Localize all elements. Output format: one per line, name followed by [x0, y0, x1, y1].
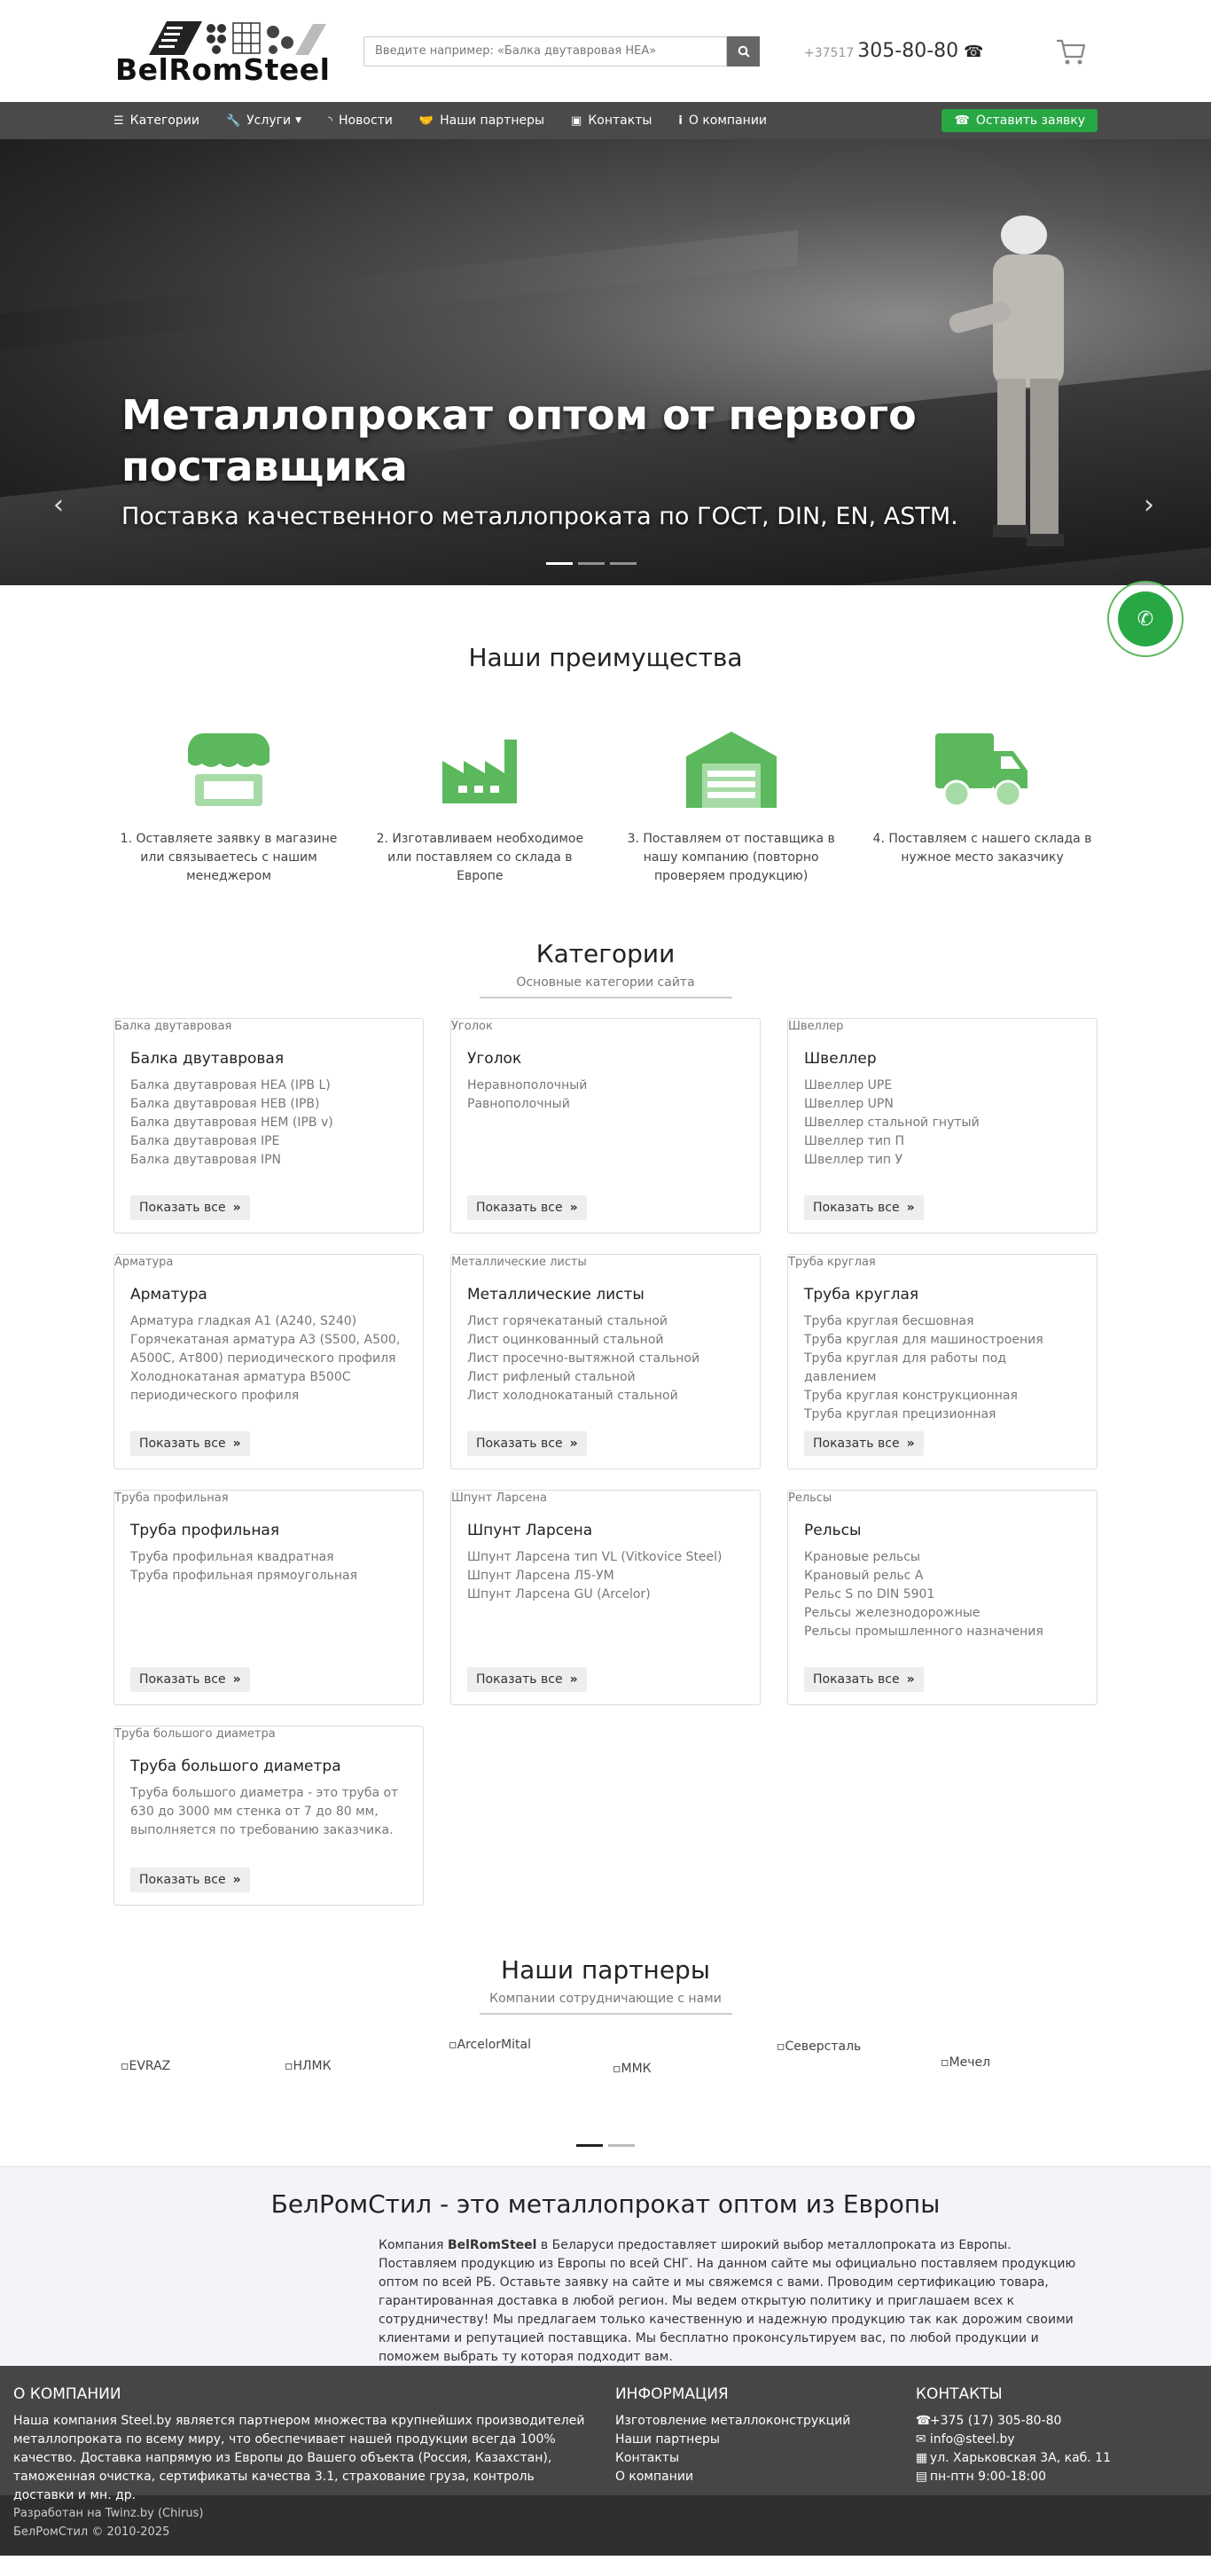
show-all-label: Показать все [813, 1672, 900, 1687]
show-all-button[interactable] [130, 1195, 250, 1220]
category-link[interactable]: Швеллер UPE [804, 1078, 893, 1092]
nav-item-label: Новости [339, 114, 393, 128]
category-card [787, 1018, 1098, 1233]
partner-carousel [113, 2038, 1098, 2118]
advantages-title: Наши преимущества [468, 643, 743, 672]
category-card [113, 1726, 424, 1906]
category-link[interactable]: Шпунт Ларсена тип VL (Vitkovice Steel) [467, 1550, 723, 1564]
search-button[interactable] [727, 36, 760, 67]
contact-text: info@steel.by [929, 2432, 1015, 2447]
show-all-label: Показать все [139, 1873, 226, 1887]
site-footer [0, 2366, 1211, 2502]
factory-icon [441, 734, 519, 805]
show-all-button[interactable] [467, 1431, 587, 1456]
category-card [450, 1018, 761, 1233]
store-icon [183, 730, 275, 810]
category-title[interactable]: Труба круглая [804, 1286, 919, 1304]
category-card [113, 1018, 424, 1233]
show-all-button[interactable] [467, 1667, 587, 1692]
advantage-item [364, 725, 595, 886]
category-link[interactable]: Горячекатаная арматура А3 (S500, A500, A500C, Ат800) периодического профиля [130, 1333, 401, 1366]
category-link[interactable]: Балка двутавровая IPN [130, 1153, 282, 1167]
about-brand: BelRomSteel [447, 2238, 537, 2252]
partner-indicators [0, 2144, 1211, 2147]
category-title[interactable]: Арматура [130, 1286, 207, 1304]
phone-code: +37517 [804, 46, 855, 60]
category-link[interactable]: Лист горячекатаный стальной [467, 1314, 668, 1328]
nav-item-label: О компании [688, 114, 768, 128]
footer-info-title: ИНФОРМАЦИЯ [614, 2385, 729, 2403]
nav-item-partners[interactable] [419, 114, 544, 128]
telephone-icon: ☎ [964, 43, 984, 61]
category-image[interactable]: Шпунт Ларсена [451, 1492, 547, 1505]
phone-icon: ☎ [915, 2414, 932, 2428]
about-text-before: Компания [379, 2238, 448, 2252]
category-link[interactable]: Труба круглая конструкционная [804, 1389, 1018, 1403]
categories-title: Категории [535, 939, 676, 968]
category-image[interactable]: Труба круглая [788, 1256, 876, 1269]
footer-contacts-title: КОНТАКТЫ [915, 2385, 1003, 2403]
categories-section [0, 886, 1211, 1906]
category-link[interactable]: Арматура гладкая А1 (А240, S240) [130, 1314, 357, 1328]
footer-link[interactable]: О компании [614, 2470, 694, 2484]
advantage-text: 2. Изготавливаем необходимое или поставляем со склада в Европе [376, 832, 584, 883]
hero-indicator[interactable] [578, 562, 605, 565]
category-link[interactable]: Шпунт Ларсена GU (Arcelor) [467, 1587, 651, 1601]
chevrons-right-icon: » [232, 1437, 241, 1451]
chevrons-right-icon: » [906, 1437, 915, 1451]
category-link[interactable]: Крановые рельсы [804, 1550, 920, 1564]
category-image[interactable]: Уголок [451, 1020, 493, 1033]
footer-contacts [916, 2385, 1198, 2505]
category-link[interactable]: Лист оцинкованный стальной [467, 1333, 664, 1347]
envelope-icon: ✉ [915, 2432, 926, 2447]
nav-item-label: Услуги [246, 114, 292, 128]
category-link[interactable]: Крановый рельс А [804, 1569, 924, 1583]
footer-link[interactable]: Наши партнеры [614, 2432, 720, 2447]
partner-logo[interactable]: ▫Мечел [941, 2055, 991, 2070]
category-title[interactable]: Шпунт Ларсена [467, 1522, 593, 1539]
chevrons-right-icon: » [906, 1201, 915, 1215]
building-icon: ▦ [915, 2451, 928, 2465]
divider [480, 997, 732, 998]
footer-contact-phone[interactable] [916, 2412, 1198, 2431]
category-link[interactable]: Труба круглая прецизионная [804, 1407, 996, 1421]
partner-indicator[interactable] [608, 2144, 635, 2147]
hero-background [0, 231, 798, 350]
truck-icon [934, 730, 1031, 810]
category-link[interactable]: Труба круглая бесшовная [804, 1314, 974, 1328]
category-title[interactable]: Труба большого диаметра [130, 1758, 341, 1775]
call-fab-button[interactable] [1107, 581, 1184, 657]
show-all-button[interactable] [130, 1867, 250, 1892]
category-title[interactable]: Швеллер [804, 1050, 877, 1068]
divider [480, 2013, 732, 2015]
category-link[interactable]: Труба профильная прямоугольная [130, 1569, 358, 1583]
show-all-label: Показать все [139, 1201, 226, 1215]
show-all-label: Показать все [813, 1437, 900, 1451]
developer-link[interactable]: Разработан на Twinz.by (Chirus) [13, 2507, 204, 2520]
main-nav [0, 102, 1211, 139]
category-image[interactable]: Арматура [114, 1256, 174, 1269]
nav-item-categories[interactable] [113, 114, 199, 128]
show-all-label: Показать все [476, 1672, 563, 1687]
category-link[interactable]: Лист просечно-вытяжной стальной [467, 1351, 700, 1366]
category-link[interactable]: Швеллер тип П [804, 1134, 905, 1148]
category-link[interactable]: Труба круглая для машиностроения [804, 1333, 1043, 1347]
partner-logo[interactable]: ▫ArcelorMital [449, 2038, 531, 2052]
header-phone[interactable] [804, 40, 984, 62]
partner-name: ММК [621, 2062, 652, 2076]
show-all-label: Показать все [476, 1201, 563, 1215]
category-image[interactable]: Труба большого диаметра [114, 1727, 276, 1741]
category-link[interactable]: Равнополочный [467, 1097, 570, 1111]
advantage-item [616, 725, 847, 886]
category-card [450, 1490, 761, 1705]
phone-icon: ☎ [954, 114, 970, 128]
show-all-label: Показать все [476, 1437, 563, 1451]
category-link[interactable]: Труба круглая для работы под давлением [804, 1351, 1006, 1384]
chevrons-right-icon: » [232, 1873, 241, 1887]
category-title[interactable]: Уголок [467, 1050, 522, 1068]
chevrons-right-icon: » [569, 1201, 578, 1215]
category-title[interactable]: Металлические листы [467, 1286, 645, 1304]
show-all-button[interactable] [130, 1667, 250, 1692]
request-button-label: Оставить заявку [975, 114, 1085, 128]
advantage-text: 3. Поставляем от поставщика в нашу компанию (повторно проверяем продукцию) [627, 832, 835, 883]
hero-next-arrow[interactable]: › [1144, 489, 1154, 521]
about-text [379, 2236, 1079, 2367]
category-link[interactable]: Рельсы железнодорожные [804, 1606, 981, 1620]
site-header [0, 0, 1211, 102]
category-link[interactable]: Холоднокатаная арматура В500С периодического профиля [130, 1370, 351, 1403]
partner-name: Мечел [949, 2055, 991, 2070]
request-button[interactable] [941, 109, 1098, 132]
partners-subtitle: Компании сотрудничающие с нами [489, 1992, 722, 2006]
nav-item-label: Наши партнеры [440, 114, 545, 128]
rss-icon: ◝ [327, 114, 333, 128]
partner-name: НЛМК [293, 2059, 332, 2073]
chevrons-right-icon: » [906, 1672, 915, 1687]
hero-slider [0, 139, 1211, 585]
show-all-button[interactable] [804, 1431, 924, 1456]
about-section [0, 2166, 1211, 2366]
category-title[interactable]: Рельсы [804, 1522, 862, 1539]
nav-item-news[interactable] [328, 114, 393, 128]
category-card [113, 1490, 424, 1705]
hero-indicators [543, 562, 639, 565]
info-icon: i [678, 114, 683, 128]
categories-subtitle: Основные категории сайта [516, 975, 695, 990]
search-bar [363, 36, 760, 67]
show-all-button[interactable] [804, 1195, 924, 1220]
category-link[interactable]: Труба профильная квадратная [130, 1550, 334, 1564]
partners-title: Наши партнеры [501, 1955, 710, 1985]
hero-indicator[interactable] [546, 562, 573, 565]
category-grid [113, 1018, 1098, 1906]
calendar-icon: ▤ [915, 2470, 928, 2484]
category-link[interactable]: Балка двутавровая HEM (IPB v) [130, 1116, 333, 1130]
show-all-button[interactable] [130, 1431, 250, 1456]
nav-item-label: Категории [129, 114, 199, 128]
chevrons-right-icon: » [569, 1437, 578, 1451]
show-all-button[interactable] [467, 1195, 587, 1220]
show-all-button[interactable] [804, 1667, 924, 1692]
footer-link[interactable]: Контакты [614, 2451, 679, 2465]
contact-text: +375 (17) 305-80-80 [929, 2414, 1062, 2428]
show-all-label: Показать все [813, 1201, 900, 1215]
footer-contact-hours [916, 2468, 1198, 2486]
category-link[interactable]: Лист холоднокатаный стальной [467, 1389, 678, 1403]
advantage-item [867, 725, 1098, 886]
footer-link[interactable]: Изготовление металлоконструкций [614, 2414, 851, 2428]
show-all-label: Показать все [139, 1437, 226, 1451]
copyright-text: БелРомСтил © 2010-2025 [13, 2525, 170, 2539]
contact-card-icon: ▣ [571, 114, 582, 128]
chevrons-right-icon: » [569, 1672, 578, 1687]
caret-down-icon: ▼ [295, 116, 301, 125]
site-logo[interactable] [113, 15, 335, 88]
hero-subtitle: Поставка качественного металлопроката по ГОСТ, DIN, EN, ASTM. [121, 503, 958, 530]
category-image[interactable]: Балка двутавровая [114, 1020, 232, 1033]
chevrons-right-icon: » [232, 1201, 241, 1215]
nav-item-services[interactable] [226, 114, 301, 128]
warehouse-icon [684, 730, 778, 810]
category-card [450, 1254, 761, 1469]
category-image[interactable]: Швеллер [788, 1020, 844, 1033]
category-link[interactable]: Швеллер стальной гнутый [804, 1116, 980, 1130]
category-image[interactable]: Труба профильная [114, 1492, 229, 1505]
cart-icon[interactable] [1055, 35, 1087, 67]
footer-company-text: Наша компания Steel.by является партнером множества крупнейших производителей металлопроката по всему миру, что обеспечивает нашей продукции всегда 100% качество. Доставка напрямую из Европы до Вашего объекта (Россия, Казахстан), таможенная очистка, сертификаты качества 3.1, страхование груза, контроль доставки и мн. др. [13, 2414, 585, 2502]
advantage-text: 1. Оставляете заявку в магазине или связываетесь с нашим менеджером [120, 832, 338, 883]
logo-mark-icon [149, 20, 326, 57]
partner-name: ArcelorMital [457, 2038, 531, 2052]
phone-number: 305-80-80 [857, 40, 959, 62]
partners-section [0, 1906, 1211, 2147]
category-card [787, 1490, 1098, 1705]
logo-text: BelRomSteel [115, 51, 331, 87]
hero-prev-arrow[interactable]: ‹ [53, 489, 64, 521]
partner-name: Северсталь [785, 2040, 862, 2054]
handshake-icon: 🤝 [418, 114, 434, 128]
category-image[interactable]: Металлические листы [451, 1256, 587, 1269]
category-link[interactable]: Рельс S по DIN 5901 [804, 1587, 935, 1601]
about-text-after: в Беларуси предоставляет широкий выбор металлопроката из Европы. Поставляем продукцию из Европы по всей СНГ. На данном сайте мы официально поставляем продукцию оптом по всей РБ. Оставьте заявку на сайте и мы свяжемся с вами. Проводим сертификацию товара, гарантированная доставка в любой регион. Мы ведем открытую политику и приглашаем всех к сотрудничеству! Мы предлагаем только качественную и надежную продукцию так как дорожим своими клиентами и репутацией поставщика. Мы бесплатно проконсультируем вас, по любой продукции и поможем выбрать ту которая подходит вам. [379, 2238, 1076, 2364]
hero-indicator[interactable] [610, 562, 637, 565]
about-title: БелРомСтил - это металлопрокат оптом из Европы [270, 2189, 941, 2219]
contact-text: пн-птн 9:00-18:00 [929, 2470, 1047, 2484]
search-input[interactable] [363, 36, 727, 67]
partner-logo[interactable]: ▫НЛМК [285, 2059, 332, 2073]
category-link[interactable]: Рельсы промышленного назначения [804, 1625, 1043, 1639]
nav-item-contacts[interactable] [571, 114, 652, 128]
search-icon [738, 45, 750, 58]
partner-name: EVRAZ [129, 2059, 171, 2073]
category-image[interactable]: Рельсы [788, 1492, 832, 1505]
footer-company-title: О КОМПАНИИ [13, 2385, 121, 2403]
category-link[interactable]: Лист рифленый стальной [467, 1370, 636, 1384]
partner-logo[interactable]: ▫EVRAZ [121, 2059, 171, 2073]
category-link[interactable]: Швеллер UPN [804, 1097, 894, 1111]
category-title[interactable]: Труба профильная [130, 1522, 280, 1539]
partner-indicator[interactable] [576, 2144, 603, 2147]
category-link[interactable]: Неравнополочный [467, 1078, 588, 1092]
partner-logo[interactable]: ▫Северсталь [777, 2040, 862, 2054]
category-link[interactable]: Шпунт Ларсена Л5-УМ [467, 1569, 614, 1583]
chevrons-right-icon: » [232, 1672, 241, 1687]
advantages-section [0, 585, 1211, 886]
category-card [787, 1254, 1098, 1469]
footer-contact-address [916, 2449, 1198, 2468]
category-description: Труба большого диаметра - это труба от 630 до 3000 мм стенка от 7 до 80 мм, выполняется по требованию заказчика. [130, 1786, 399, 1837]
category-link[interactable]: Балка двутавровая HEA (IPB L) [130, 1078, 331, 1092]
footer-contact-email[interactable] [916, 2431, 1198, 2449]
footer-company [13, 2385, 615, 2505]
category-title[interactable]: Балка двутавровая [130, 1050, 285, 1068]
phone-icon: ✆ [1118, 591, 1173, 646]
footer-info [615, 2385, 916, 2505]
category-link[interactable]: Балка двутавровая HEB (IPB) [130, 1097, 320, 1111]
advantage-item [113, 725, 344, 886]
category-link[interactable]: Швеллер тип У [804, 1153, 903, 1167]
category-card [113, 1254, 424, 1469]
show-all-label: Показать все [139, 1672, 226, 1687]
nav-item-about[interactable] [678, 114, 767, 128]
advantage-text: 4. Поставляем с нашего склада в нужное место заказчику [872, 832, 1092, 865]
wrench-icon: 🔧 [225, 114, 241, 128]
bars-icon: ☰ [113, 114, 124, 128]
hero-title: Металлопрокат оптом от первого поставщика [121, 391, 917, 490]
nav-item-label: Контакты [588, 114, 652, 128]
partner-logo[interactable]: ▫ММК [613, 2062, 652, 2076]
contact-text: ул. Харьковская 3А, каб. 11 [929, 2451, 1111, 2465]
category-link[interactable]: Балка двутавровая IPE [130, 1134, 280, 1148]
